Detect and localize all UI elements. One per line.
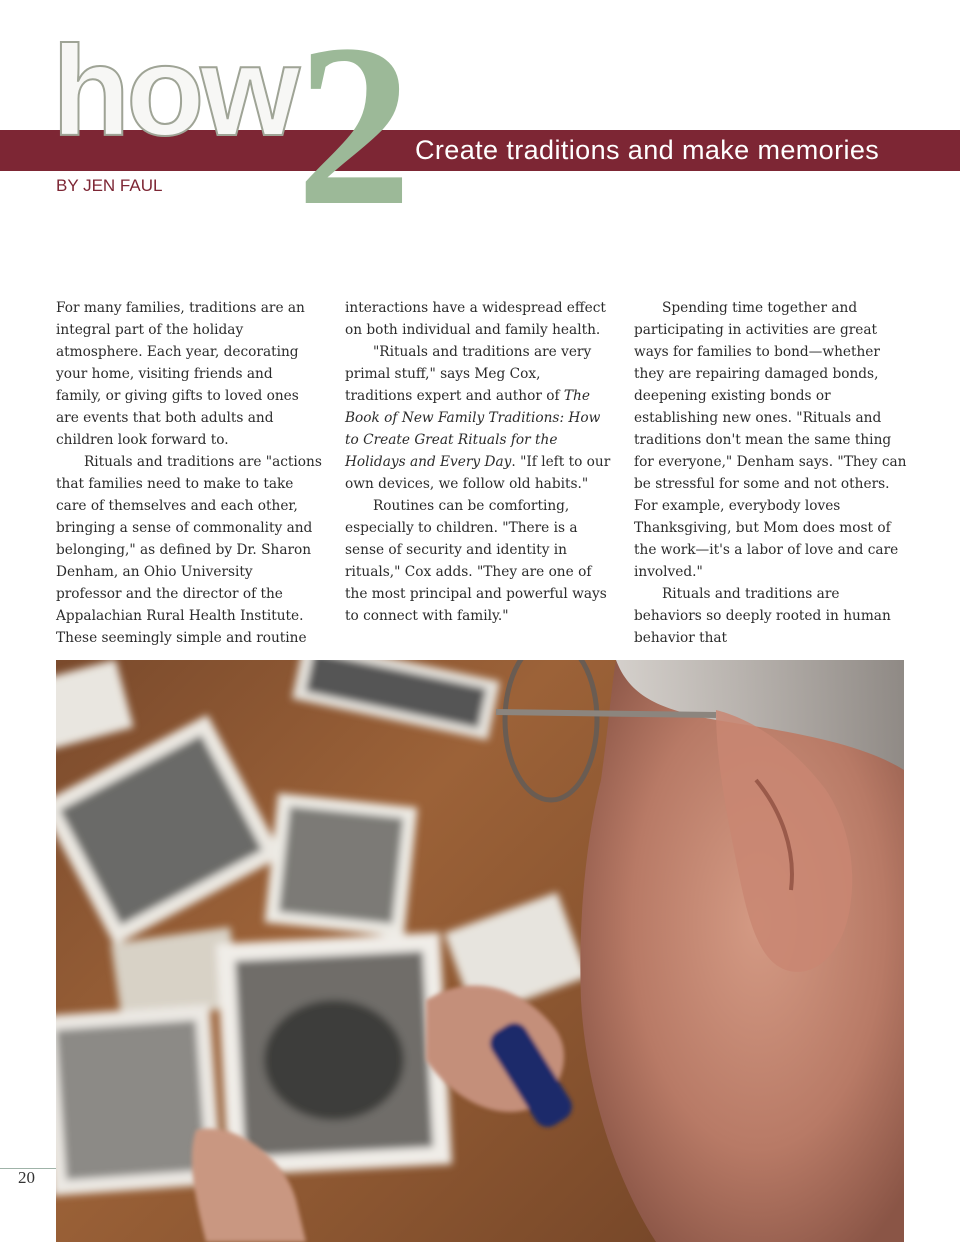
- paragraph: For many families, traditions are an integral part of the holiday atmosphere. Each year, decorating your home, visiting friends and family, or giving gifts to loved ones are events that both adults and children look forward to.: [56, 300, 305, 448]
- article-column-3: [634, 297, 910, 649]
- byline: BY JEN FAUL: [56, 176, 163, 195]
- photo-man-viewing-old-photographs: [56, 660, 904, 1242]
- book-title: The Book of New Family Traditions: How to Create Great Rituals for the Holidays and Every Day: [345, 388, 601, 470]
- paragraph: Rituals and traditions are "actions that families need to make to take care of themselves and each other, bringing a sense of commonality and belonging," as defined by Dr. Sharon Denham, an Ohio University professor and the director of the Appalachian Rural Health Institute. These seemingly simple and routine: [56, 454, 322, 646]
- logo-word: how: [52, 20, 296, 163]
- photo-illustration: [56, 660, 904, 1242]
- article-column-1: [56, 297, 322, 649]
- article-column-2: [345, 297, 611, 627]
- man-head: [580, 660, 904, 1242]
- logo-number: 2: [296, 0, 412, 254]
- article-subtitle: Create traditions and make memories: [415, 135, 880, 165]
- paragraph: Routines can be comforting, especially to children. "There is a sense of security and identity in rituals," Cox adds. "They are one of the most principal and powerful ways to connect with family.": [345, 498, 607, 624]
- paragraph: interactions have a widespread effect on both individual and family health.: [345, 300, 606, 338]
- paragraph: [345, 341, 611, 495]
- paragraph: Rituals and traditions are behaviors so deeply rooted in human behavior that: [634, 586, 891, 646]
- paragraph: Spending time together and participating in activities are great ways for families to bond—whether they are repairing damaged bonds, deepening existing bonds or establishing new ones. "Rituals and traditions don't mean the same thing for everyone," Denham says. "They can be stressful for some and not others. For example, everybody loves Thanksgiving, but Mom does most of the work—it's a labor of love and care involved.": [634, 300, 907, 580]
- quote-text: "Rituals and traditions are very primal stuff," says Meg Cox, traditions expert and author of: [345, 344, 592, 404]
- page-number: 20: [18, 1168, 35, 1187]
- quote-text: . "If left to our own devices, we follow old habits.": [345, 454, 611, 492]
